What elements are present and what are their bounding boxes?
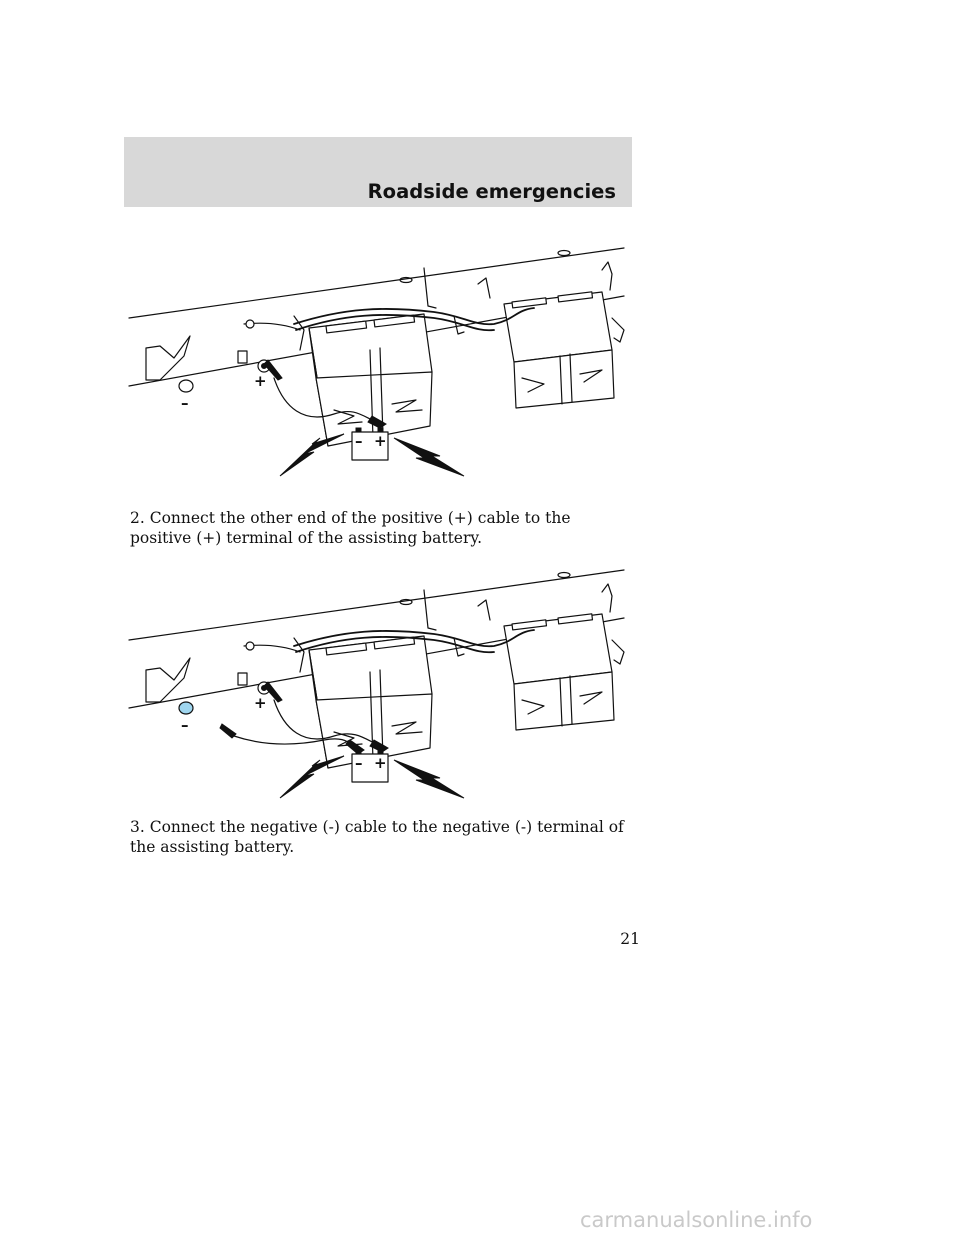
ground-minus-label: – [181, 716, 189, 734]
ground-minus-label: – [181, 394, 189, 412]
vehicle-battery-left [294, 314, 432, 446]
assisting-battery-minus: – [355, 432, 363, 450]
assisting-battery-plus: + [374, 432, 387, 450]
page-number: 21 [620, 930, 640, 948]
vehicle-battery-right [478, 262, 624, 408]
section-title: Roadside emergencies [367, 180, 616, 203]
ground-point-highlight [179, 702, 193, 714]
section-header [124, 137, 632, 207]
vehicle-battery-right [478, 584, 624, 730]
vehicle-plus-label: + [254, 694, 267, 712]
jump-start-illustration-step-2 [124, 238, 634, 488]
jump-start-illustration-step-3 [124, 560, 634, 810]
step-2-instruction: 2. Connect the other end of the positive (+) cable to the positive (+) terminal of the assisting battery. [130, 509, 571, 547]
vehicle-battery-left [294, 636, 432, 768]
assisting-battery-plus: + [374, 754, 387, 772]
watermark-logo: carmanualsonline.info [580, 1208, 813, 1232]
step-3-instruction: 3. Connect the negative (-) cable to the negative (-) terminal of the assisting battery. [130, 818, 624, 856]
assisting-battery-minus: – [355, 754, 363, 772]
ground-bracket [146, 336, 193, 392]
ground-bracket [146, 658, 193, 714]
vehicle-plus-label: + [254, 372, 267, 390]
